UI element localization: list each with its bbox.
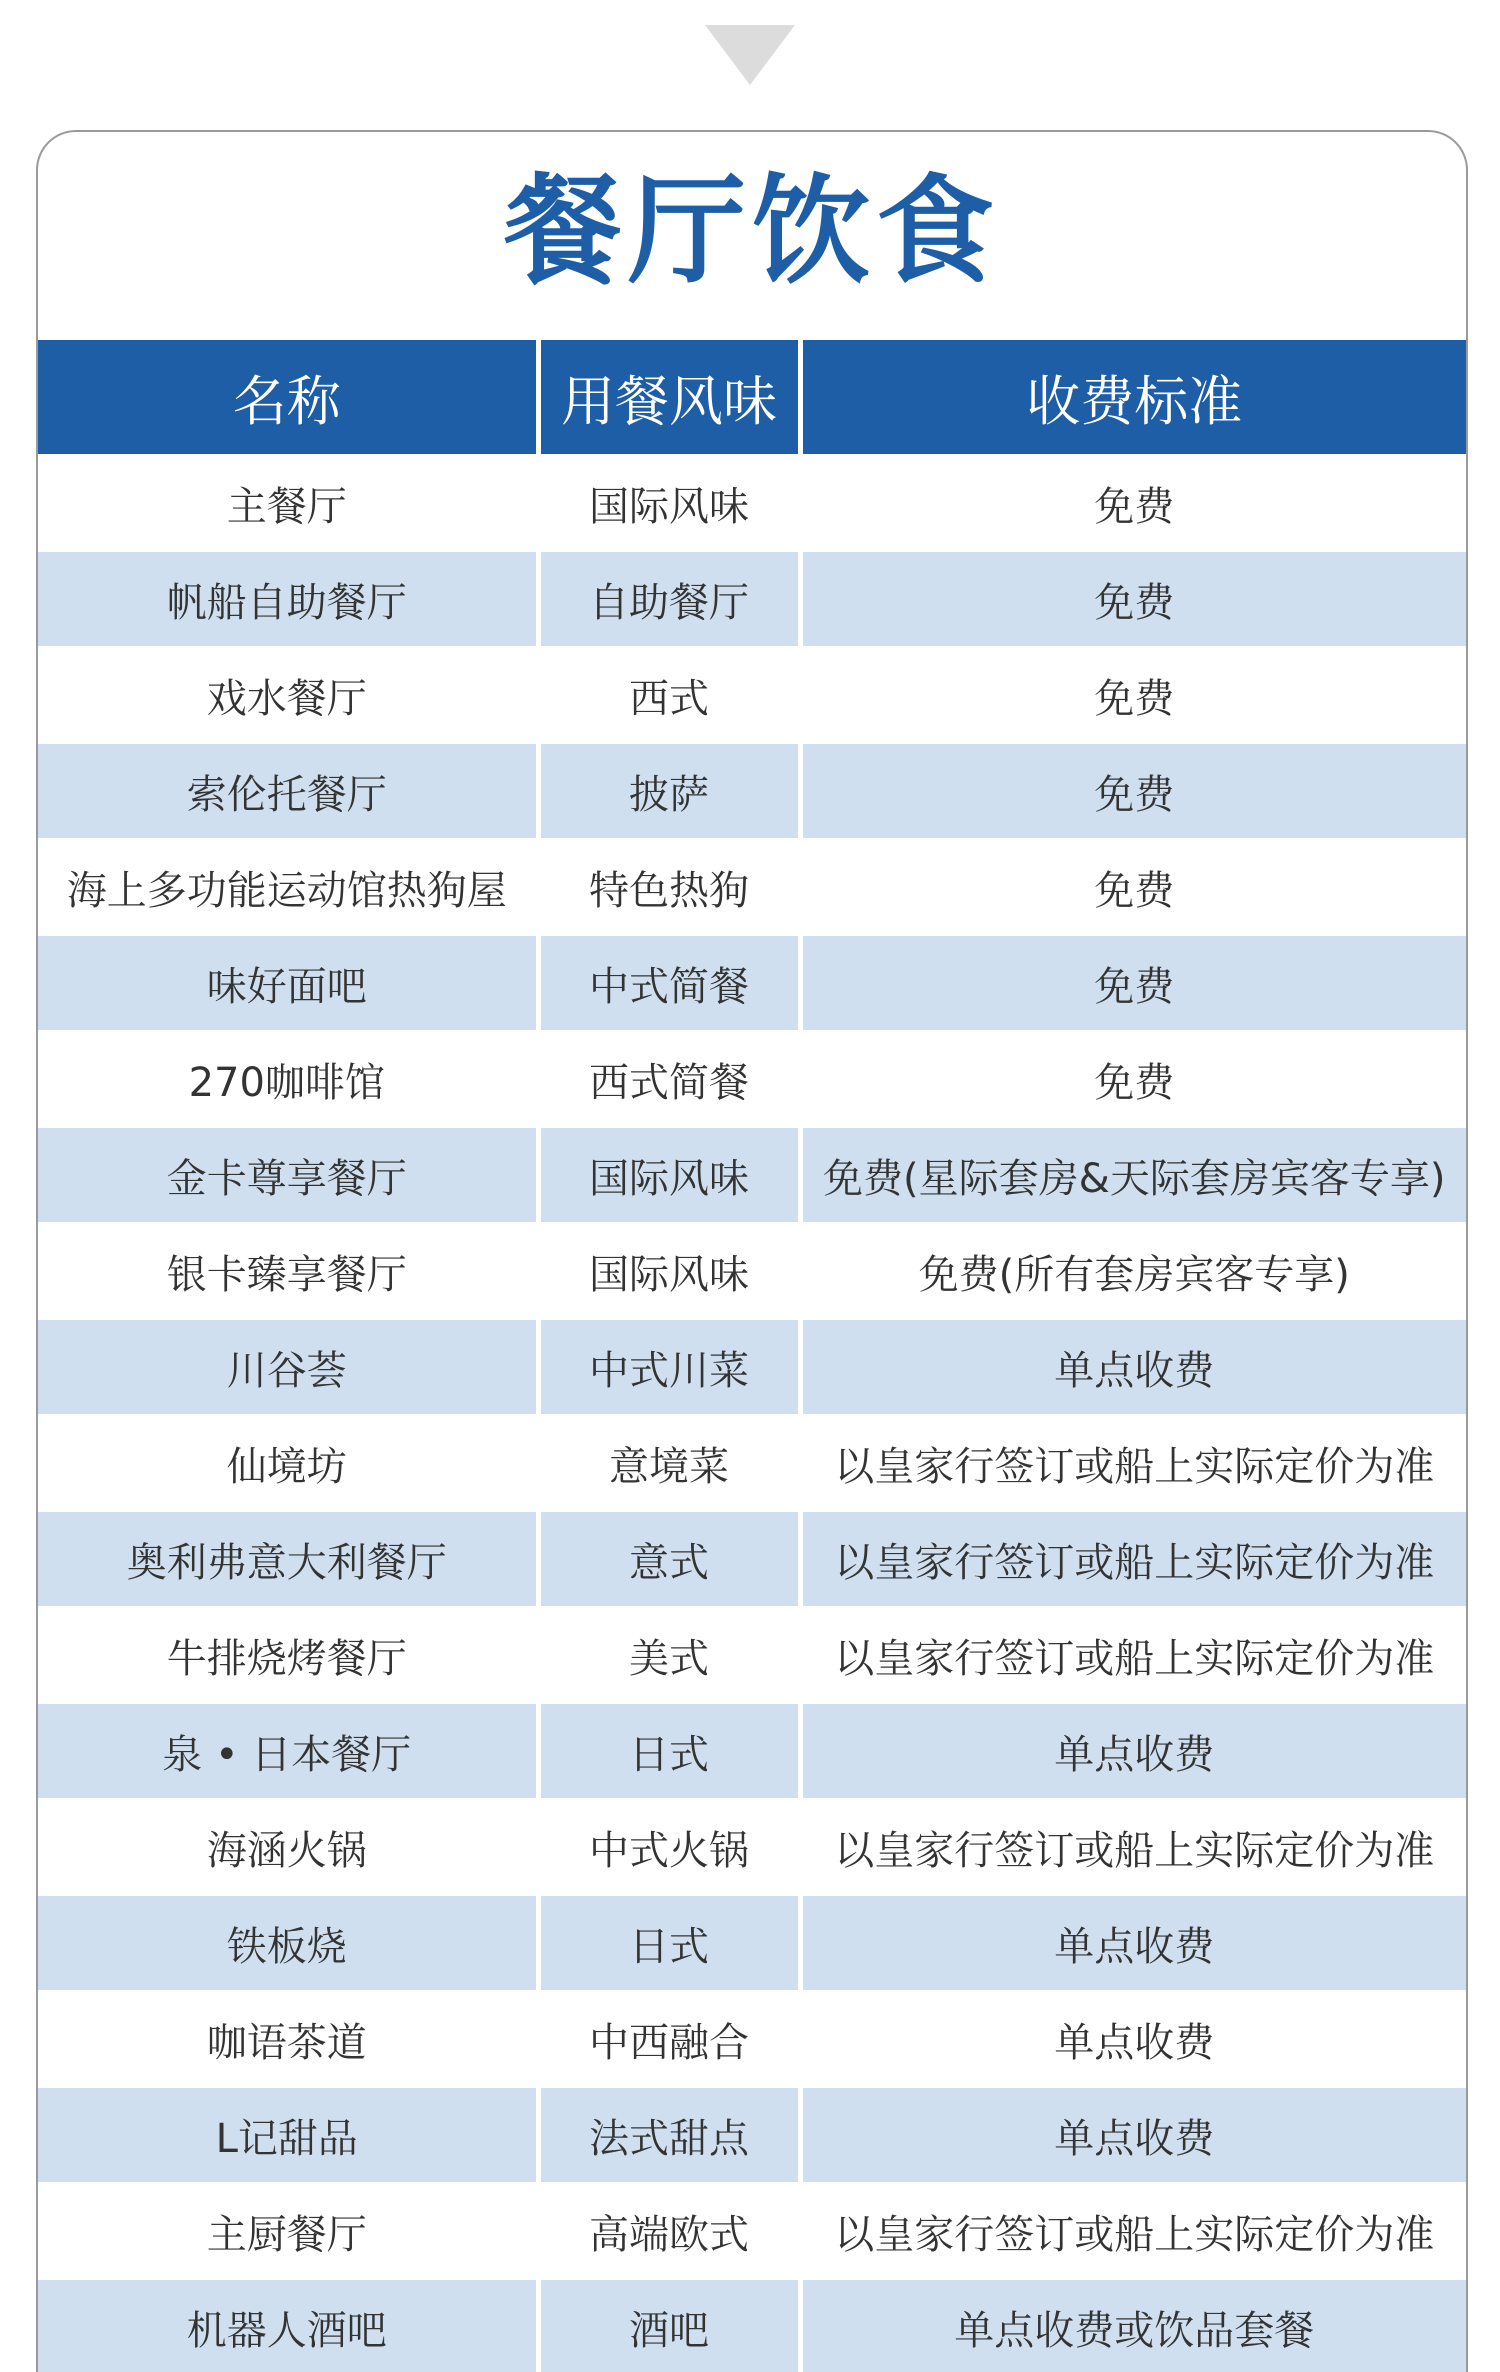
down-arrow-icon: [705, 25, 795, 85]
cell-name: 海涵火锅: [38, 1799, 538, 1895]
cell-fee: 以皇家行签订或船上实际定价为准: [800, 1799, 1466, 1895]
cell-fee: 单点收费: [800, 1703, 1466, 1799]
cell-name: 铁板烧: [38, 1895, 538, 1991]
table-header-row: [38, 340, 1466, 455]
cell-name: 咖语茶道: [38, 1991, 538, 2087]
cell-fee: 以皇家行签订或船上实际定价为准: [800, 1511, 1466, 1607]
cell-cuisine: 西式简餐: [538, 1031, 800, 1127]
cell-fee: 免费(所有套房宾客专享): [800, 1223, 1466, 1319]
header-name: 名称: [38, 340, 538, 455]
table-row: [38, 1895, 1466, 1991]
table-row: [38, 1511, 1466, 1607]
cell-fee: 免费: [800, 647, 1466, 743]
cell-cuisine: 西式: [538, 647, 800, 743]
cell-fee: 单点收费或饮品套餐: [800, 2279, 1466, 2372]
table-row: [38, 1991, 1466, 2087]
cell-cuisine: 中式川菜: [538, 1319, 800, 1415]
table-row: [38, 1415, 1466, 1511]
cell-name: 味好面吧: [38, 935, 538, 1031]
cell-name: 戏水餐厅: [38, 647, 538, 743]
cell-name: 机器人酒吧: [38, 2279, 538, 2372]
cell-fee: 以皇家行签订或船上实际定价为准: [800, 1415, 1466, 1511]
table-row: [38, 839, 1466, 935]
cell-cuisine: 中式火锅: [538, 1799, 800, 1895]
cell-fee: 单点收费: [800, 1895, 1466, 1991]
cell-fee: 免费: [800, 743, 1466, 839]
cell-cuisine: 美式: [538, 1607, 800, 1703]
table-row: [38, 1703, 1466, 1799]
table-row: [38, 1319, 1466, 1415]
header-cuisine: 用餐风味: [538, 340, 800, 455]
cell-fee: 以皇家行签订或船上实际定价为准: [800, 1607, 1466, 1703]
cell-cuisine: 国际风味: [538, 1127, 800, 1223]
cell-cuisine: 中西融合: [538, 1991, 800, 2087]
cell-name: 泉 • 日本餐厅: [38, 1703, 538, 1799]
cell-cuisine: 自助餐厅: [538, 551, 800, 647]
cell-name: 仙境坊: [38, 1415, 538, 1511]
table-row: [38, 2087, 1466, 2183]
cell-cuisine: 国际风味: [538, 1223, 800, 1319]
cell-name: 川谷荟: [38, 1319, 538, 1415]
cell-name: 270咖啡馆: [38, 1031, 538, 1127]
table-row: [38, 2183, 1466, 2279]
cell-fee: 免费: [800, 1031, 1466, 1127]
cell-cuisine: 披萨: [538, 743, 800, 839]
cell-fee: 单点收费: [800, 1319, 1466, 1415]
restaurant-table: [38, 340, 1466, 2372]
table-row: [38, 455, 1466, 551]
table-row: [38, 647, 1466, 743]
cell-cuisine: 特色热狗: [538, 839, 800, 935]
cell-name: 帆船自助餐厅: [38, 551, 538, 647]
cell-name: 索伦托餐厅: [38, 743, 538, 839]
header-fee: 收费标准: [800, 340, 1466, 455]
table-row: [38, 551, 1466, 647]
cell-fee: 免费(星际套房&天际套房宾客专享): [800, 1127, 1466, 1223]
table-row: [38, 1799, 1466, 1895]
cell-fee: 免费: [800, 455, 1466, 551]
table-row: [38, 1031, 1466, 1127]
cell-cuisine: 高端欧式: [538, 2183, 800, 2279]
cell-name: 银卡臻享餐厅: [38, 1223, 538, 1319]
cell-cuisine: 日式: [538, 1703, 800, 1799]
cell-name: 主餐厅: [38, 455, 538, 551]
cell-name: 金卡尊享餐厅: [38, 1127, 538, 1223]
cell-fee: 免费: [800, 551, 1466, 647]
cell-fee: 以皇家行签订或船上实际定价为准: [800, 2183, 1466, 2279]
dining-card: [36, 130, 1468, 2372]
cell-fee: 单点收费: [800, 2087, 1466, 2183]
cell-fee: 免费: [800, 839, 1466, 935]
table-row: [38, 1607, 1466, 1703]
cell-cuisine: 酒吧: [538, 2279, 800, 2372]
cell-cuisine: 意式: [538, 1511, 800, 1607]
cell-cuisine: 法式甜点: [538, 2087, 800, 2183]
cell-name: 主厨餐厅: [38, 2183, 538, 2279]
cell-fee: 单点收费: [800, 1991, 1466, 2087]
cell-name: 海上多功能运动馆热狗屋: [38, 839, 538, 935]
cell-name: 牛排烧烤餐厅: [38, 1607, 538, 1703]
table-row: [38, 2279, 1466, 2372]
cell-cuisine: 意境菜: [538, 1415, 800, 1511]
table-row: [38, 1127, 1466, 1223]
page-title: 餐厅饮食: [503, 162, 1000, 300]
cell-cuisine: 国际风味: [538, 455, 800, 551]
table-row: [38, 1223, 1466, 1319]
cell-fee: 免费: [800, 935, 1466, 1031]
table-row: [38, 743, 1466, 839]
cell-name: L记甜品: [38, 2087, 538, 2183]
cell-cuisine: 中式简餐: [538, 935, 800, 1031]
cell-name: 奥利弗意大利餐厅: [38, 1511, 538, 1607]
table-row: [38, 935, 1466, 1031]
cell-cuisine: 日式: [538, 1895, 800, 1991]
